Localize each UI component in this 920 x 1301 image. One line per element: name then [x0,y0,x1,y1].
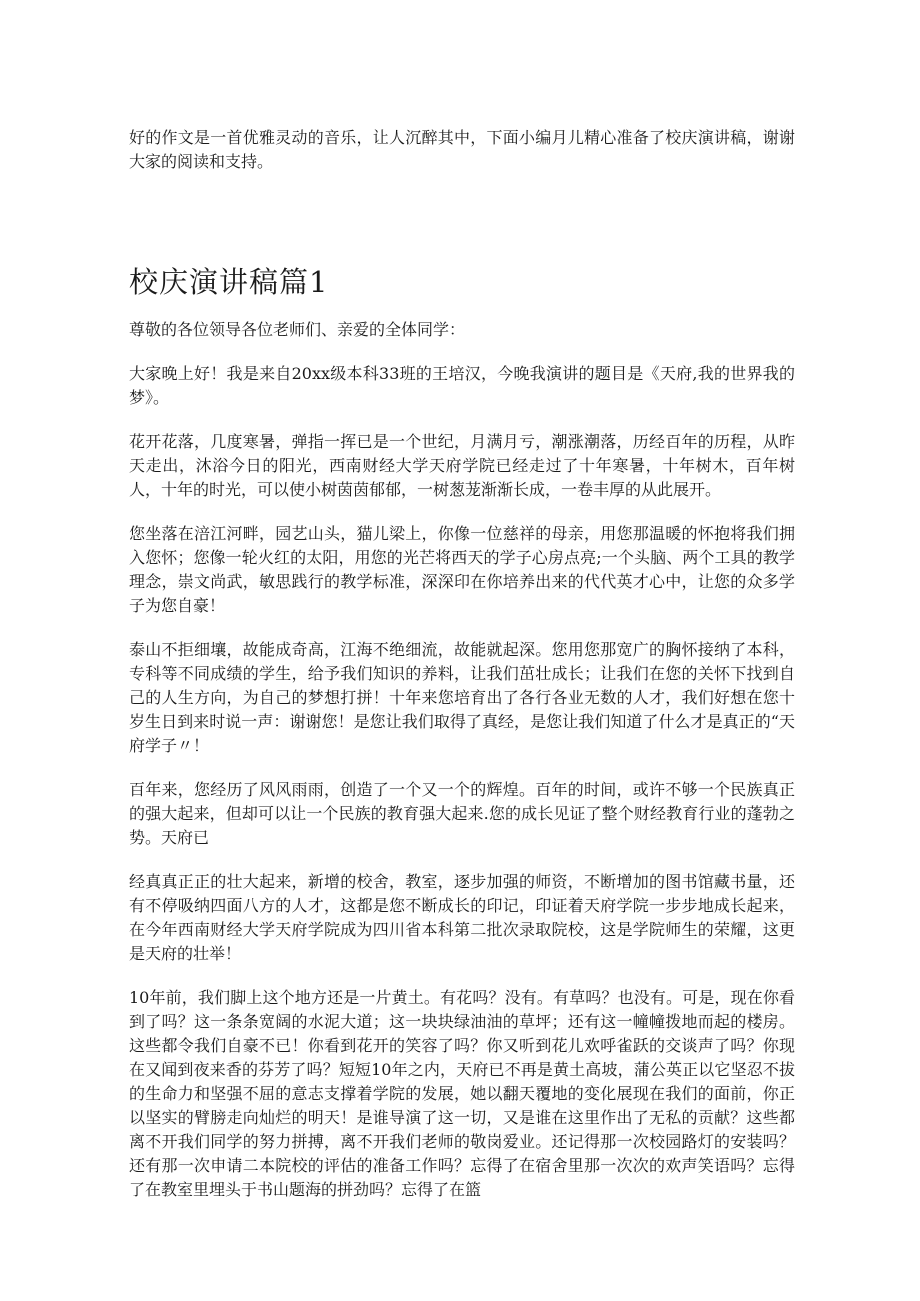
body-paragraph: 百年来，您经历了风风雨雨，创造了一个又一个的辉煌。百年的时间，或许不够一个民族真正的强大起来，但却可以让一个民族的教育强大起来.您的成长见证了整个财经教育行业的蓬勃之势。天府已 [129,780,795,847]
body-paragraph: 您坐落在涪江河畔，园艺山头，猫儿梁上，你像一位慈祥的母亲，用您那温暖的怀抱将我们拥入您怀；您像一轮火红的太阳，用您的光芒将西天的学子心房点亮;一个头脑、两个工具的教学理念，崇文尚武，敏思践行的教学标准，深深印在你培养出来的代代英才心中，让您的众多学子为您自豪！ [129,524,795,615]
section-title: 校庆演讲稿篇1 [129,265,329,299]
body-paragraph: 大家晚上好！我是来自20xx级本科33班的王培汉，今晚我演讲的题目是《天府,我的世界我的梦》。 [129,364,795,407]
body-paragraph: 经真真正正的壮大起来，新增的校舍，教室，逐步加强的师资，不断增加的图书馆藏书量，还有不停吸纳四面八方的人才，这都是您不断成长的印记，印证着天府学院一步步地成长起来，在今年西南财经大学天府学院成为四川省本科第二批次录取院校，这是学院师生的荣耀，这更是天府的壮举！ [129,872,795,963]
body-paragraph: 花开花落，几度寒暑，弹指一挥已是一个世纪，月满月亏，潮涨潮落，历经百年的历程，从昨天走出，沐浴今日的阳光，西南财经大学天府学院已经走过了十年寒暑，十年树木，百年树人，十年的时光，可以使小树茵茵郁郁，一树葱茏渐渐长成，一卷丰厚的从此展开。 [129,432,795,499]
body-paragraph: 10年前，我们脚上这个地方还是一片黄土。有花吗？没有。有草吗？也没有。可是，现在你看到了吗？这一条条宽阔的水泥大道；这一块块绿油油的草坪；还有这一幢幢拨地而起的楼房。这些都令我们自豪不已！你看到花开的笑容了吗？你又听到花儿欢呼雀跃的交谈声了吗？你现在又闻到夜来香的芬芳了吗？短短10年之内，天府已不再是黄土高坡，蒲公英正以它坚忍不拔的生命力和坚强不屈的意志支撑着学院的发展，她以翻天覆地的变化展现在我们的面前，你正以坚实的臂膀走向灿烂的明天！是谁导演了这一切，又是谁在这里作出了无私的贡献？这些都离不开我们同学的努力拼搏，离不开我们老师的敬岗爱业。还记得那一次校园路灯的安装吗？还有那一次申请二本院校的评估的准备工作吗？忘得了在宿舍里那一次次的欢声笑语吗？忘得了在教室里埋头于书山题海的拼劲吗？忘得了在篮 [129,988,795,1199]
salutation-paragraph: 尊敬的各位领导各位老师们、亲爱的全体同学： [129,320,466,339]
document-page [129,126,795,1202]
body-paragraph: 泰山不拒细壤，故能成奇高，江海不绝细流，故能就起深。您用您那宽广的胸怀接纳了本科，专科等不同成绩的学生，给予我们知识的养料，让我们茁壮成长；让我们在您的关怀下找到自己的人生方向，为自己的梦想打拼！十年来您培育出了各行各业无数的人才，我们好想在您十岁生日到来时说一声：谢谢您！是您让我们取得了真经，是您让我们知道了什么才是真正的“天府学子〃！ [129,640,795,755]
intro-paragraph: 好的作文是一首优雅灵动的音乐，让人沉醉其中，下面小编月儿精心准备了校庆演讲稿，谢谢大家的阅读和支持。 [129,128,795,171]
